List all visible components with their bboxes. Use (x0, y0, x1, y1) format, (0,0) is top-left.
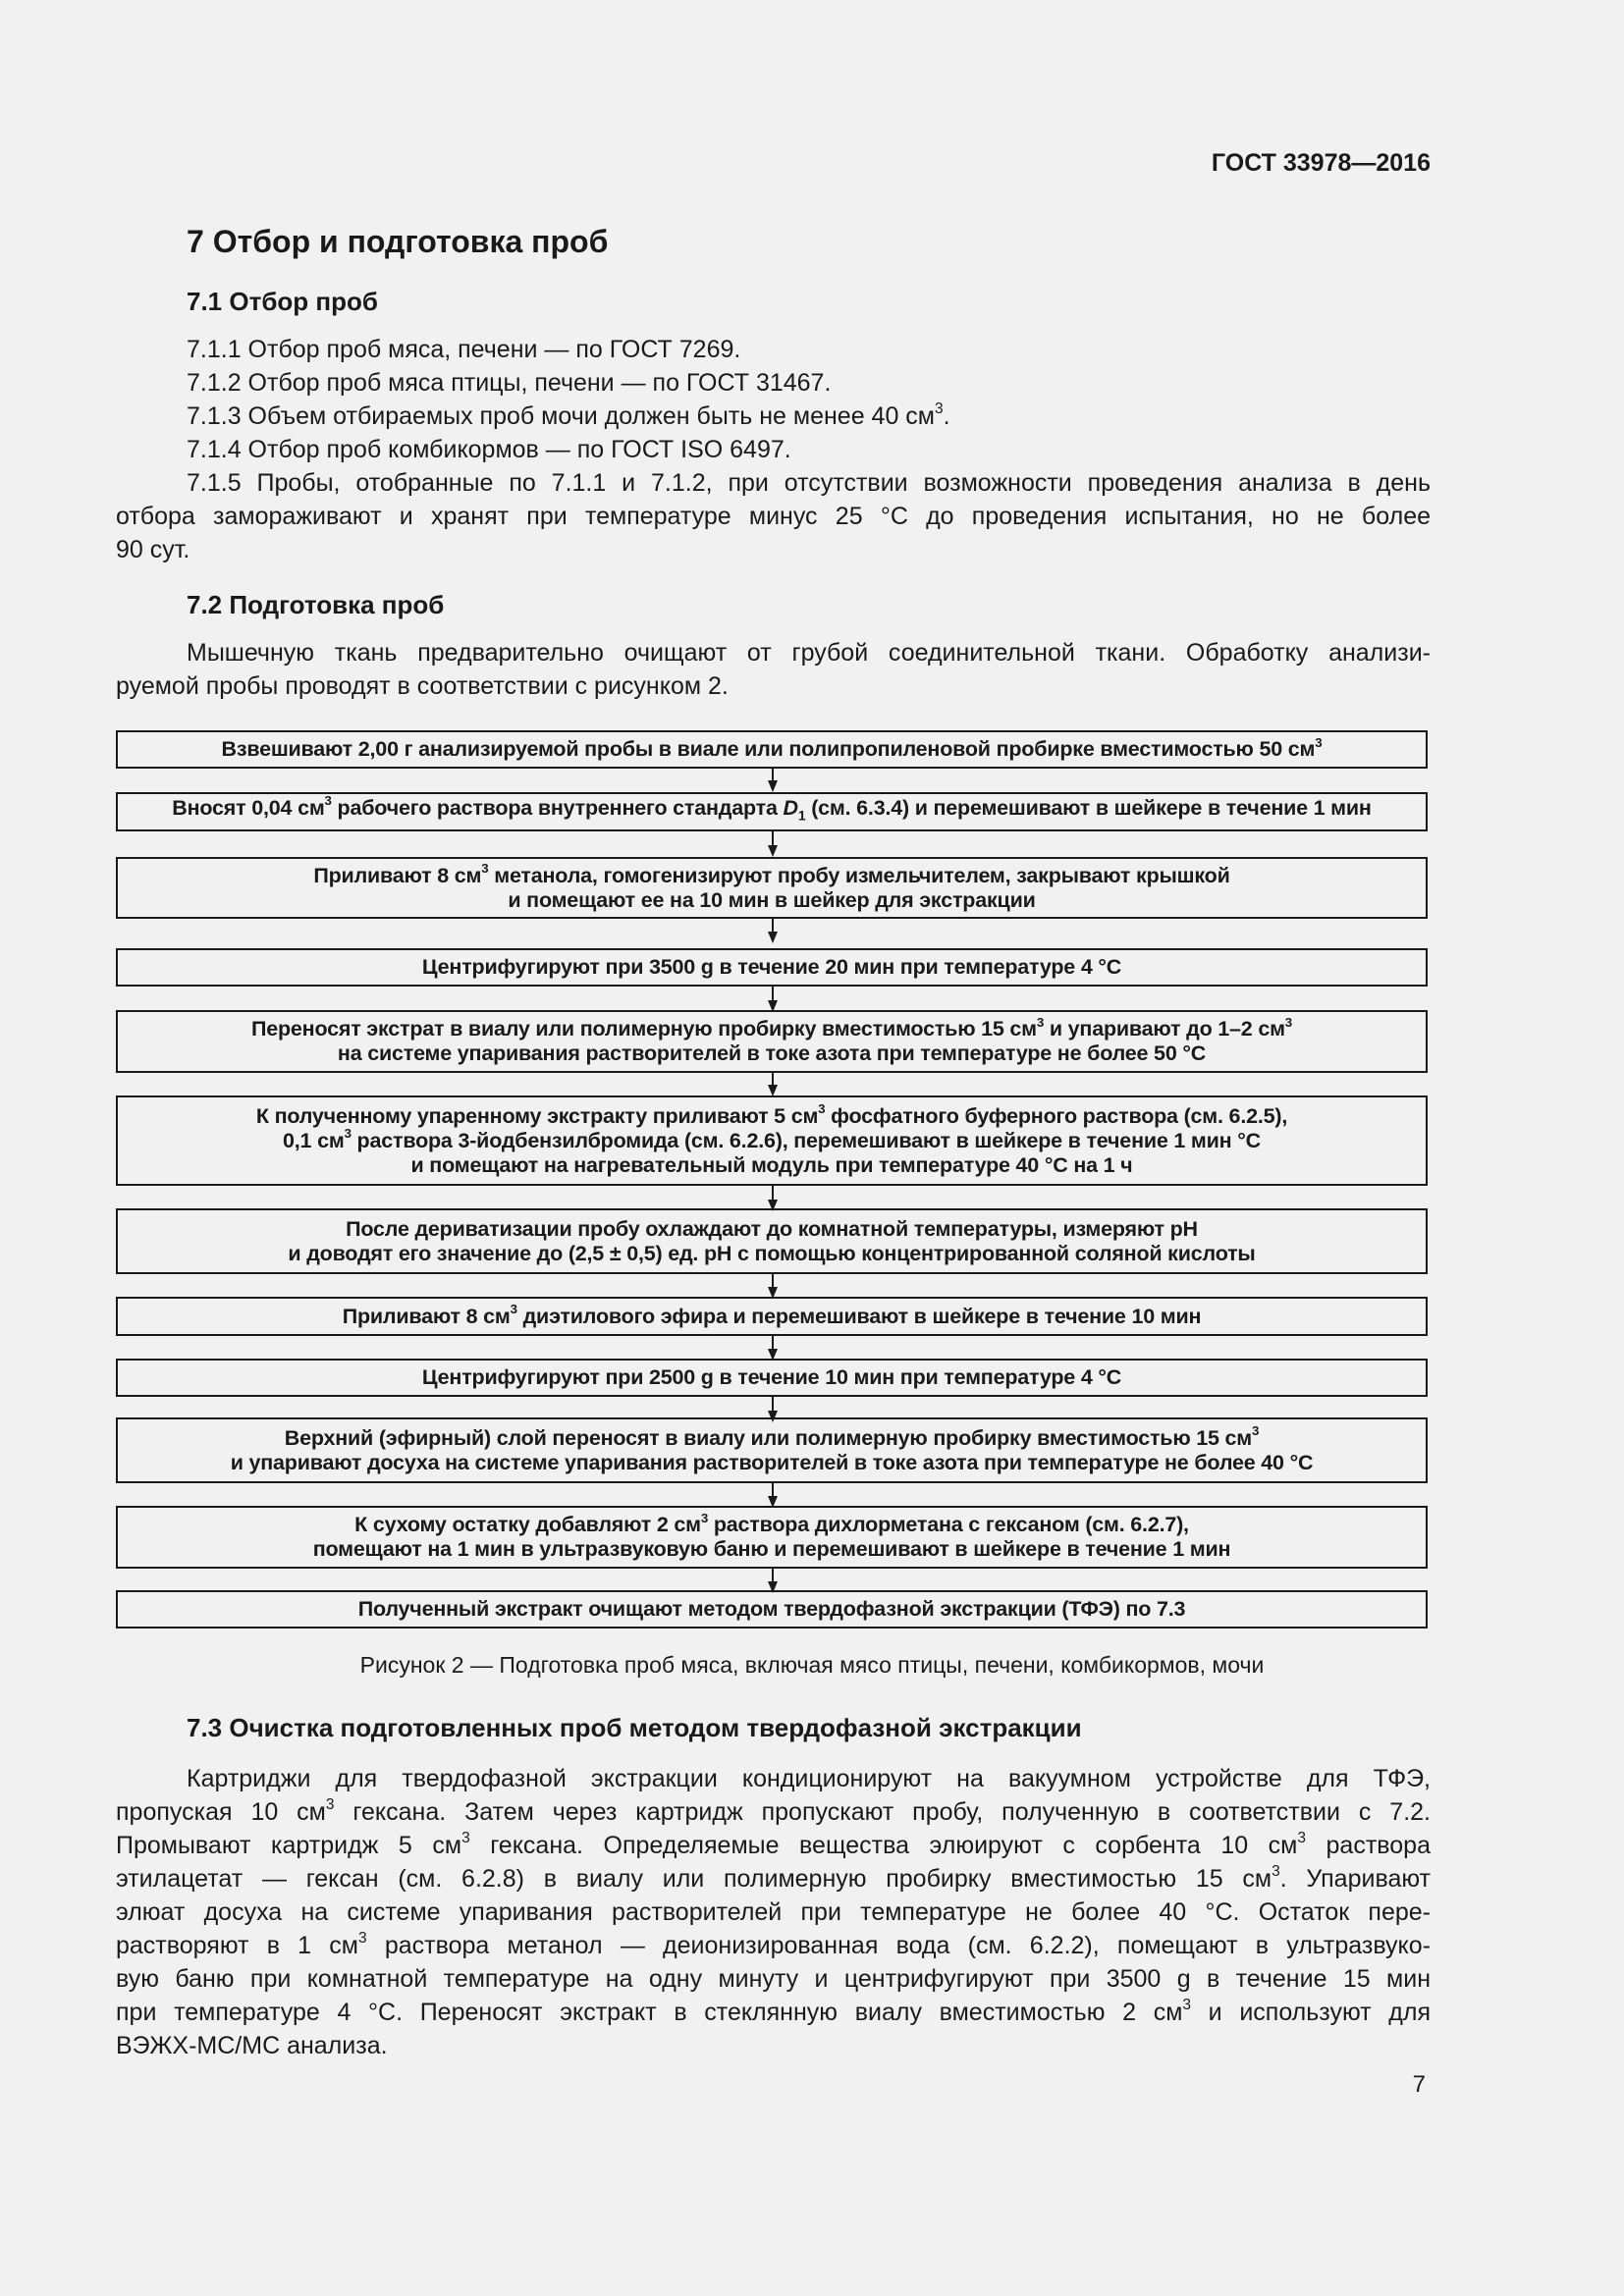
flow-step-6: К полученному упаренному экстракту приливают 5 $см^3$ фосфатного буферного раствора (см. 6.2.5), 0,1 $см^3$ раствора 3-йодбензилбромида (см. 6.2.6), перемешивают в шейкере в течение 1 мин °С и помещают на нагревательный модуль при температуре 40 °С на 1 ч (116, 1095, 1428, 1186)
item-7-1-5: 7.1.5 Пробы, отобранные по 7.1.1 и 7.1.2, при отсутствии возможности проведения анализа в день отбора замораживают и хранят при температуре минус 25 °С до проведения испытания, но не более 90 сут. (116, 469, 1431, 563)
section-7-1-items (187, 333, 950, 466)
item-7-1-2: 7.1.2 Отбор проб мяса птицы, печени — по ГОСТ 31467. (187, 369, 832, 397)
flow-step-2: Вносят 0,04 $см^3$ рабочего раствора внутреннего стандарта $D_1$ (см. 6.3.4) и перемешивают в шейкере в течение 1 мин (116, 792, 1428, 831)
page-number: 7 (1412, 2071, 1426, 2098)
section-7-3-paragraph: Картриджи для твердофазной экстракции кондиционируют на вакуумном устройстве для ТФЭ, пропуская 10 $см^3$ гексана. Затем через картридж пропускают пробу, полученную в соответствии с 7.2. Промывают картридж 5 $см^3$ гексана. Определяемые вещества элюируют с сорбента 10 $см^3$ раствора этилацетат — гексан (см. 6.2.8) в виалу или полимерную пробирку вместимостью 15 $см^3$. Упаривают элюат досуха на системе упаривания растворителей при температуре не более 40 °С. Остаток пере- растворяют в 1 $см^3$ раствора метанол — деионизированная вода (см. 6.2.2), помещают в ультразвуко- вую баню при комнатной температуре на одну минуту и центрифугируют при 3500 g в течение 15 мин при температуре 4 °С. Переносят экстракт в стеклянную виалу вместимостью 2 $см^3$ и используют для ВЭЖХ-МС/МС анализа. (116, 1765, 1432, 2059)
flow-step-11: К сухому остатку добавляют 2 $см^3$ раствора дихлорметана с гексаном (см. 6.2.7), помещают на 1 мин в ультразвуковую баню и перемешивают в шейкере в течение 1 мин (116, 1506, 1428, 1569)
item-7-1-4: 7.1.4 Отбор проб комбикормов — по ГОСТ ISO 6497. (187, 436, 791, 463)
item-7-1-3: 7.1.3 Объем отбираемых проб мочи должен быть не менее 40 $см^3$. (187, 400, 950, 430)
figure-2-caption: Рисунок 2 — Подготовка проб мяса, включая мясо птицы, печени, комбикормов, мочи (359, 1652, 1265, 1678)
standard-number: ГОСТ 33978—2016 (1211, 149, 1431, 177)
flow-step-10: Верхний (эфирный) слой переносят в виалу или полимерную пробирку вместимостью 15 $см^3$ и упаривают досуха на системе упаривания растворителей в токе азота при температуре не более 40 °С (116, 1417, 1428, 1483)
flow-step-1: Взвешивают 2,00 г анализируемой пробы в виале или полипропиленовой пробирке вместимостью 50 $см^3$ (116, 730, 1428, 769)
flow-step-8: Приливают 8 $см^3$ диэтилового эфира и перемешивают в шейкере в течение 10 мин (116, 1297, 1428, 1336)
flow-step-4: Центрифугируют при 3500 g в течение 20 мин при температуре 4 °С (116, 948, 1428, 987)
section-7-3-title: 7.3 Очистка подготовленных проб методом твердофазной экстракции (187, 1713, 1082, 1742)
section-7-title: 7 Отбор и подготовка проб (187, 224, 609, 259)
item-7-1-1: 7.1.1 Отбор проб мяса, печени — по ГОСТ 7269. (187, 336, 741, 363)
flow-step-7: После дериватизации пробу охлаждают до комнатной температуры, измеряют pH и доводят его значение до (2,5 ± 0,5) ед. pH с помощью концентрированной соляной кислоты (116, 1208, 1428, 1274)
section-7-2-title: 7.2 Подготовка проб (187, 590, 445, 619)
section-7-2-paragraph: Мышечную ткань предварительно очищают от грубой соединительной ткани. Обработку анализи- руемой пробы проводят в соответствии с рисунком 2. (116, 639, 1431, 700)
section-7-1-title: 7.1 Отбор проб (187, 287, 378, 316)
flow-step-3: Приливают 8 $см^3$ метанола, гомогенизируют пробу измельчителем, закрывают крышкой и помещают ее на 10 мин в шейкер для экстракции (116, 857, 1428, 919)
flow-step-5: Переносят экстрат в виалу или полимерную пробирку вместимостью 15 $см^3$ и упаривают до 1–2 $см^3$ на системе упаривания растворителей в токе азота при температуре не более 50 °С (116, 1010, 1428, 1073)
flow-step-12: Полученный экстракт очищают методом твердофазной экстракции (ТФЭ) по 7.3 (116, 1590, 1428, 1629)
flow-step-9: Центрифугируют при 2500 g в течение 10 мин при температуре 4 °С (116, 1359, 1428, 1397)
